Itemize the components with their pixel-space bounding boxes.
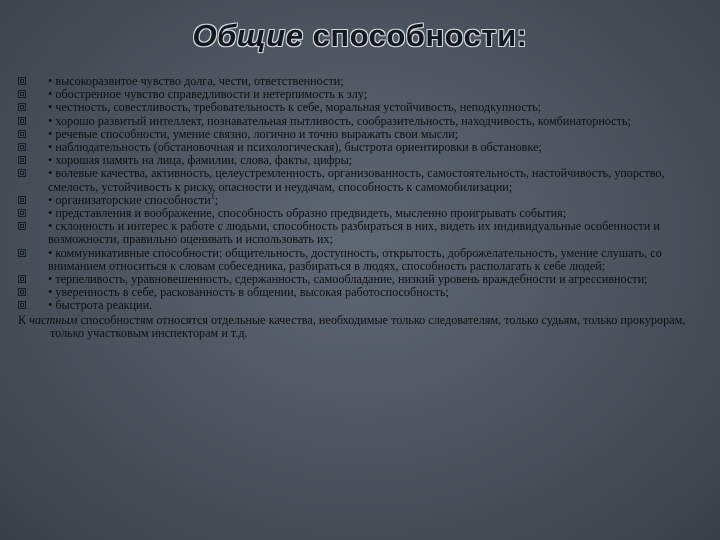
checkbox-bullet-icon — [18, 156, 26, 164]
checkbox-bullet-icon — [18, 117, 26, 125]
list-item-text: • представления и воображение, способность образно предвидеть, мысленно проигрывать события; — [48, 206, 567, 221]
list-item-end: ; — [214, 192, 219, 207]
list-item-text: • волевые качества, активность, целеустремленность, организованность, самостоятельность, настойчивость, упорство, смелость, устойчивость к риску, опасности и неудачам, способность к самомобилизации; — [48, 166, 665, 194]
list-item — [18, 299, 706, 312]
page-title — [0, 18, 720, 54]
list-item-text: • высокоразвитое чувство долга, чести, ответственности; — [48, 74, 344, 88]
checkbox-bullet-icon — [18, 103, 26, 111]
bullet-list — [18, 75, 706, 340]
list-item-text: • хорошо развитый интеллект, познавательная пытливость, сообразительность, находчивость, комбинаторность; — [48, 113, 631, 128]
list-item — [18, 167, 706, 193]
footnote-mark: 1 — [210, 191, 215, 201]
checkbox-bullet-icon — [18, 275, 26, 283]
title-word-2: способности: — [312, 18, 528, 53]
closing-italic: частным — [29, 312, 78, 327]
list-item-text: • коммуникативные способности: общительность, доступность, открытость, доброжелательность, умение слушать, со вниманием относиться к словам собеседника, разбираться в людях, способность располагать к себе людей; — [48, 245, 662, 273]
closing-paragraph — [18, 314, 706, 340]
checkbox-bullet-icon — [18, 77, 26, 85]
checkbox-bullet-icon — [18, 222, 26, 230]
list-item-text: • наблюдательность (обстановочная и психологическая), быстрота ориентировки в обстановке; — [48, 140, 542, 155]
list-item — [18, 247, 706, 273]
list-item-text: • склонность и интерес к работе с людьми, способность разбираться в них, видеть их индивидуальные особенности и возможности, правильно оценивать и использовать их; — [48, 219, 660, 247]
list-item — [18, 115, 706, 128]
list-item — [18, 220, 706, 246]
list-item-text: • уверенность в себе, раскованность в общении, высокая работоспособность; — [48, 285, 449, 300]
checkbox-bullet-icon — [18, 196, 26, 204]
closing-prefix: К — [18, 312, 30, 327]
title-word-1: Общие — [192, 18, 304, 53]
checkbox-bullet-icon — [18, 169, 26, 177]
closing-rest: способностям относятся отдельные качества, необходимые только следователям, только судьям, только прокурорам, только участковым инспекторам и т.д. — [50, 312, 686, 340]
list-item-text: • быстрота реакции. — [48, 298, 153, 313]
list-item-text: • обостренное чувство справедливости и нетерпимость к злу; — [48, 87, 368, 102]
checkbox-bullet-icon — [18, 209, 26, 217]
list-item-text: • честность, совестливость, требовательность к себе, моральная устойчивость, неподкупность; — [48, 100, 542, 115]
list-item-text: • речевые способности, умение связно, логично и точно выражать свои мысли; — [48, 126, 459, 141]
checkbox-bullet-icon — [18, 143, 26, 151]
checkbox-bullet-icon — [18, 249, 26, 257]
checkbox-bullet-icon — [18, 301, 26, 309]
checkbox-bullet-icon — [18, 130, 26, 138]
list-item-text: • хорошая память на лица, фамилии, слова, факты, цифры; — [48, 153, 353, 168]
checkbox-bullet-icon — [18, 90, 26, 98]
checkbox-bullet-icon — [18, 288, 26, 296]
list-item-text: • терпеливость, уравновешенность, сдержанность, самообладание, низкий уровень враждебности и агрессивности; — [48, 272, 648, 287]
list-item — [18, 101, 706, 114]
list-item-main: • организаторские способности — [48, 192, 211, 207]
